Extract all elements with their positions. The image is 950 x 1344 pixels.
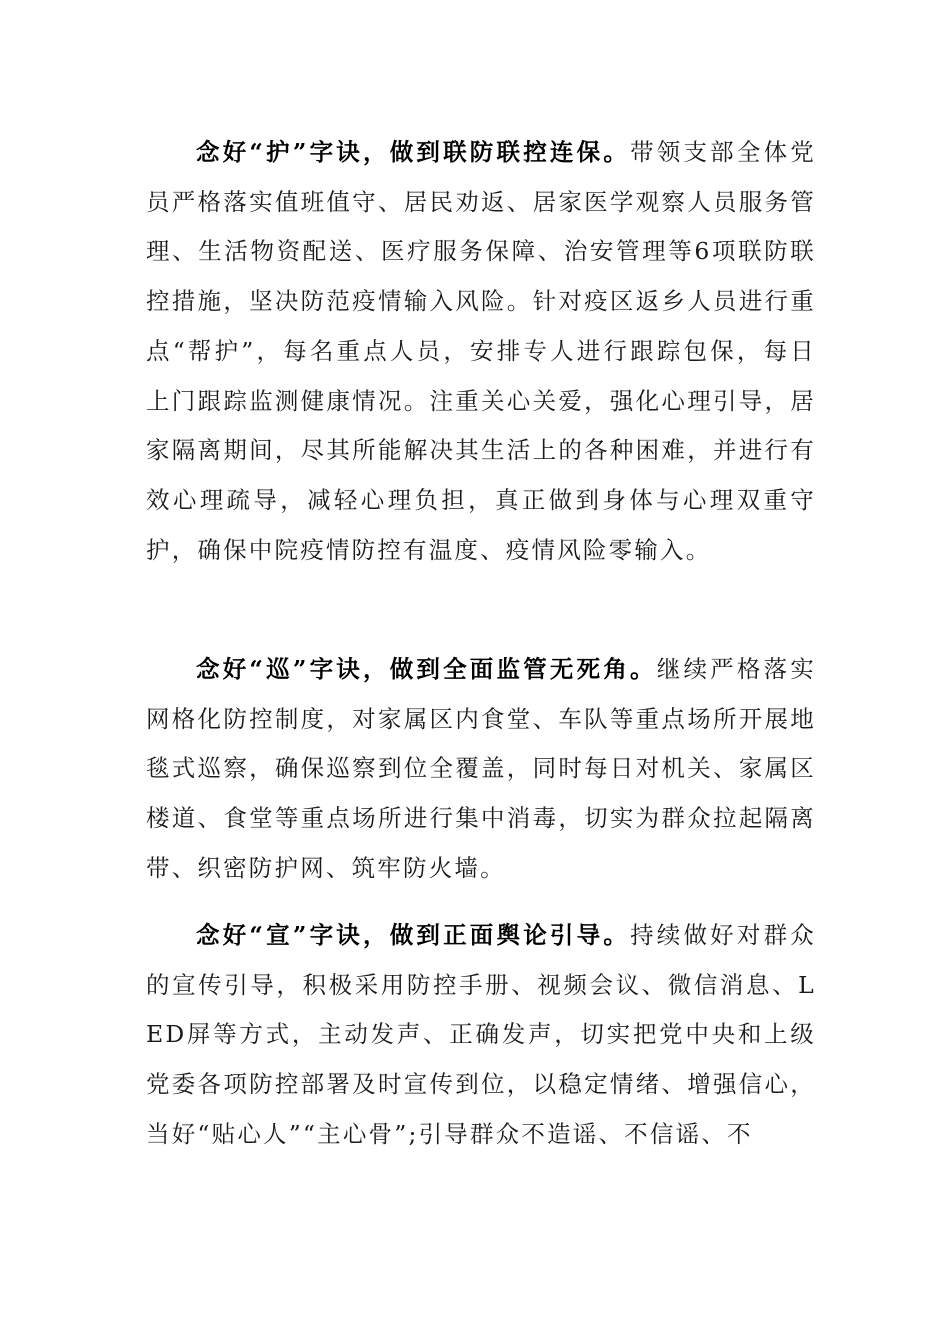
- paragraph-heading: 念好“巡”字诀，做到全面监管无死角。: [196, 655, 657, 683]
- paragraph-body: 带领支部全体党员严格落实值班值守、居民劝返、居家医学观察人员服务管理、生活物资配送、医疗服务保障、治安管理等6项联防联控措施，坚决防范疫情输入风险。针对疫区返乡人员进行重点“帮护”，每名重点人员，安排专人进行跟踪包保，每日上门跟踪监测健康情况。注重关心关爱，强化心理引导，居家隔离期间，尽其所能解决其生活上的各种困难，并进行有效心理疏导，减轻心理负担，真正做到身体与心理双重守护，确保中院疫情防控有温度、疫情风险零输入。: [146, 138, 817, 564]
- paragraph-publicity: [146, 911, 816, 1160]
- paragraph-heading: 念好“宣”字诀，做到正面舆论引导。: [196, 921, 631, 949]
- paragraph-body: 持续做好对群众的宣传引导，积极采用防控手册、视频会议、微信消息、LED屏等方式，主动发声、正确发声，切实把党中央和上级党委各项防控部署及时宣传到位，以稳定情绪、增强信心，当好“贴心人”“主心骨”;引导群众不造谣、不信谣、不: [146, 921, 817, 1148]
- paragraph-heading: 念好“护”字诀，做到联防联控连保。: [196, 138, 631, 166]
- paragraph-patrol: [146, 645, 816, 894]
- paragraph-protect: [146, 128, 816, 575]
- paragraph-body: 继续严格落实网格化防控制度，对家属区内食堂、车队等重点场所开展地毯式巡察，确保巡察到位全覆盖，同时每日对机关、家属区楼道、食堂等重点场所进行集中消毒，切实为群众拉起隔离带、织密防护网、筑牢防火墙。: [146, 655, 816, 882]
